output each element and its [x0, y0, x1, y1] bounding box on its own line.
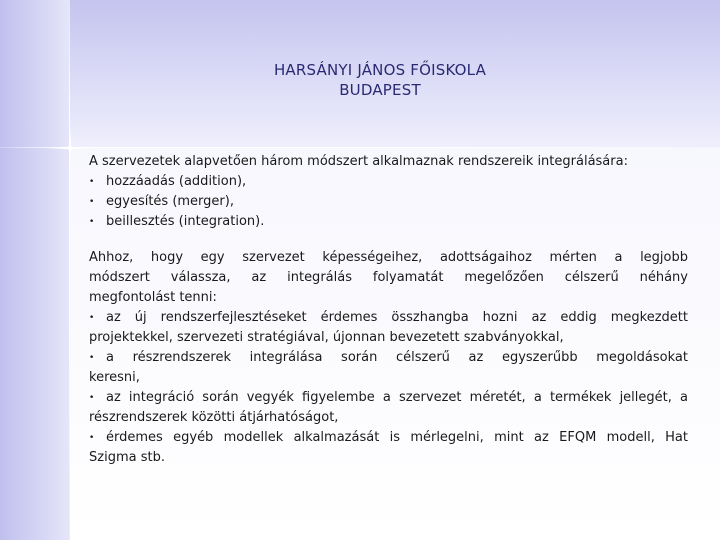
title-line-1: HARSÁNYI JÁNOS FŐISKOLA: [273, 61, 487, 79]
consideration-continuation: keresni,: [89, 370, 140, 385]
consideration-text: az integráció során vegyék figyelembe a szervezet méretét, a termékek jellegét, a: [106, 390, 688, 405]
bullet-icon: •: [89, 313, 95, 323]
consideration-item: [89, 308, 688, 328]
title-line-2: BUDAPEST: [339, 81, 421, 99]
vertical-divider: [69, 0, 70, 540]
horizontal-divider: [0, 147, 720, 148]
consideration-text: a részrendszerek integrálása során célszerű az egyszerűbb megoldásokat: [106, 350, 688, 365]
consideration-continuation: Szigma stb.: [89, 450, 165, 465]
bullet-icon: •: [89, 197, 95, 207]
intro-block: [89, 152, 688, 232]
bullet-icon: •: [89, 353, 95, 363]
method-item: [89, 172, 688, 192]
paragraph-line: megfontolást tenni:: [89, 290, 217, 305]
method-item: [89, 212, 688, 232]
slide-title: [150, 60, 610, 100]
consideration-text: az új rendszerfejlesztéseket érdemes összhangba hozni az eddig megkezdett: [106, 310, 688, 325]
consideration-continuation: részrendszerek közötti átjárhatóságot,: [89, 410, 339, 425]
consideration-item: [89, 428, 688, 448]
method-item: [89, 192, 688, 212]
paragraph-line: Ahhoz, hogy egy szervezet képességeihez, adottságaihoz mérten a legjobb: [89, 250, 688, 265]
bullet-icon: •: [89, 177, 95, 187]
bullet-icon: •: [89, 433, 95, 443]
bullet-icon: •: [89, 393, 95, 403]
sparkle-icon: [47, 125, 93, 171]
method-text: egyesítés (merger),: [106, 194, 234, 209]
consideration-item: [89, 348, 688, 368]
considerations-block: [89, 248, 688, 468]
left-decorative-band: [0, 0, 70, 540]
consideration-item: [89, 388, 688, 408]
consideration-text: érdemes egyéb modellek alkalmazását is mérlegelni, mint az EFQM modell, Hat: [106, 430, 688, 445]
method-text: hozzáadás (addition),: [106, 174, 247, 189]
bullet-icon: •: [89, 217, 95, 227]
slide-body: [89, 152, 688, 468]
method-text: beillesztés (integration).: [106, 214, 265, 229]
paragraph-line: módszert válassza, az integrálás folyamatát megelőzően célszerű néhány: [89, 270, 688, 285]
consideration-continuation: projektekkel, szervezeti stratégiával, újonnan bevezetett szabványokkal,: [89, 330, 564, 345]
intro-text: A szervezetek alapvetően három módszert alkalmaznak rendszereik integrálására:: [89, 154, 628, 169]
